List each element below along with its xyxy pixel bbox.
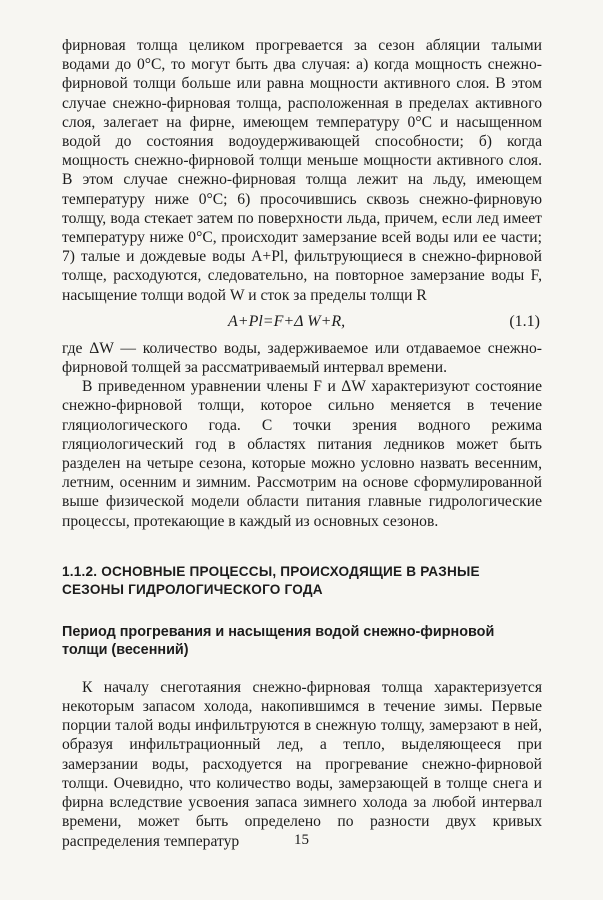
equation-number: (1.1) bbox=[509, 312, 540, 330]
subsection-heading: Период прогревания и насыщения водой снежно-фирновой толщи (весенний) bbox=[62, 623, 495, 659]
paragraph-definition: где ΔW — количество воды, задерживаемое или отдаваемое снежно-фирновой толщей за рассматриваемый интервал времени. bbox=[62, 339, 542, 377]
paragraph-continuation: фирновая толща целиком прогревается за сезон абляции талыми водами до 0°С, то могут быть два случая: а) когда мощность снежно-фирновой толщи больше или равна мощности активного слоя. В этом случае снежно-фирновая толща, расположенная в пределах активного слоя, залегает на фирне, имеющем температуру 0°С и насыщенном водой до состояния водоудерживающей способности; б) когда мощность снежно-фирновой толщи меньше мощности активного слоя. В этом случае снежно-фирновая толща лежит на льду, имеющем температуру ниже 0°С; 6) просочившись сквозь снежно-фирновую толщу, вода стекает затем по поверхности льда, причем, если лед имеет температуру ниже 0°С, происходит замерзание всей воды или ее части; 7) талые и дождевые воды A+Pl, фильтрующиеся в снежно-фирновой толще, расходуются, следовательно, на повторное замерзание воды F, насыщение толщи водой W и сток за пределы толщи R bbox=[62, 37, 542, 304]
equation-1-1 bbox=[62, 305, 542, 339]
page-body bbox=[62, 36, 542, 851]
page-number: 15 bbox=[294, 832, 309, 848]
section-heading: 1.1.2. ОСНОВНЫЕ ПРОЦЕССЫ, ПРОИСХОДЯЩИЕ В РАЗНЫЕ СЕЗОНЫ ГИДРОЛОГИЧЕСКОГО ГОДА bbox=[62, 563, 480, 597]
paragraph-seasons: В приведенном уравнении члены F и ΔW характеризуют состояние снежно-фирновой толщи, которое сильно меняется в течение гляциологического года. С точки зрения водного режима гляциологический год в областях питания ледников может быть разделен на четыре сезона, которые можно условно назвать весенним, летним, осенним и зимним. Рассмотрим на основе сформулированной выше физической модели области питания главные гидрологические процессы, протекающие в каждый из основных сезонов. bbox=[62, 378, 542, 530]
paragraph-spring: К началу снеготаяния снежно-фирновая толща характеризуется некоторым запасом холода, накопившимся в течение зимы. Первые порции талой воды инфильтруются в снежную толщу, замерзают в ней, образуя инфильтрационный лед, а тепло, выделяющееся при замерзании воды, расходуется на прогревание снежно-фирновой толщи. Очевидно, что количество воды, замерзающей в толще снега и фирна вследствие усвоения запаса зимнего холода за любой интервал времени, может быть определено по разности двух кривых распределения температур bbox=[62, 678, 542, 850]
equation-formula: A+Pl=F+Δ W+R, bbox=[228, 312, 346, 330]
